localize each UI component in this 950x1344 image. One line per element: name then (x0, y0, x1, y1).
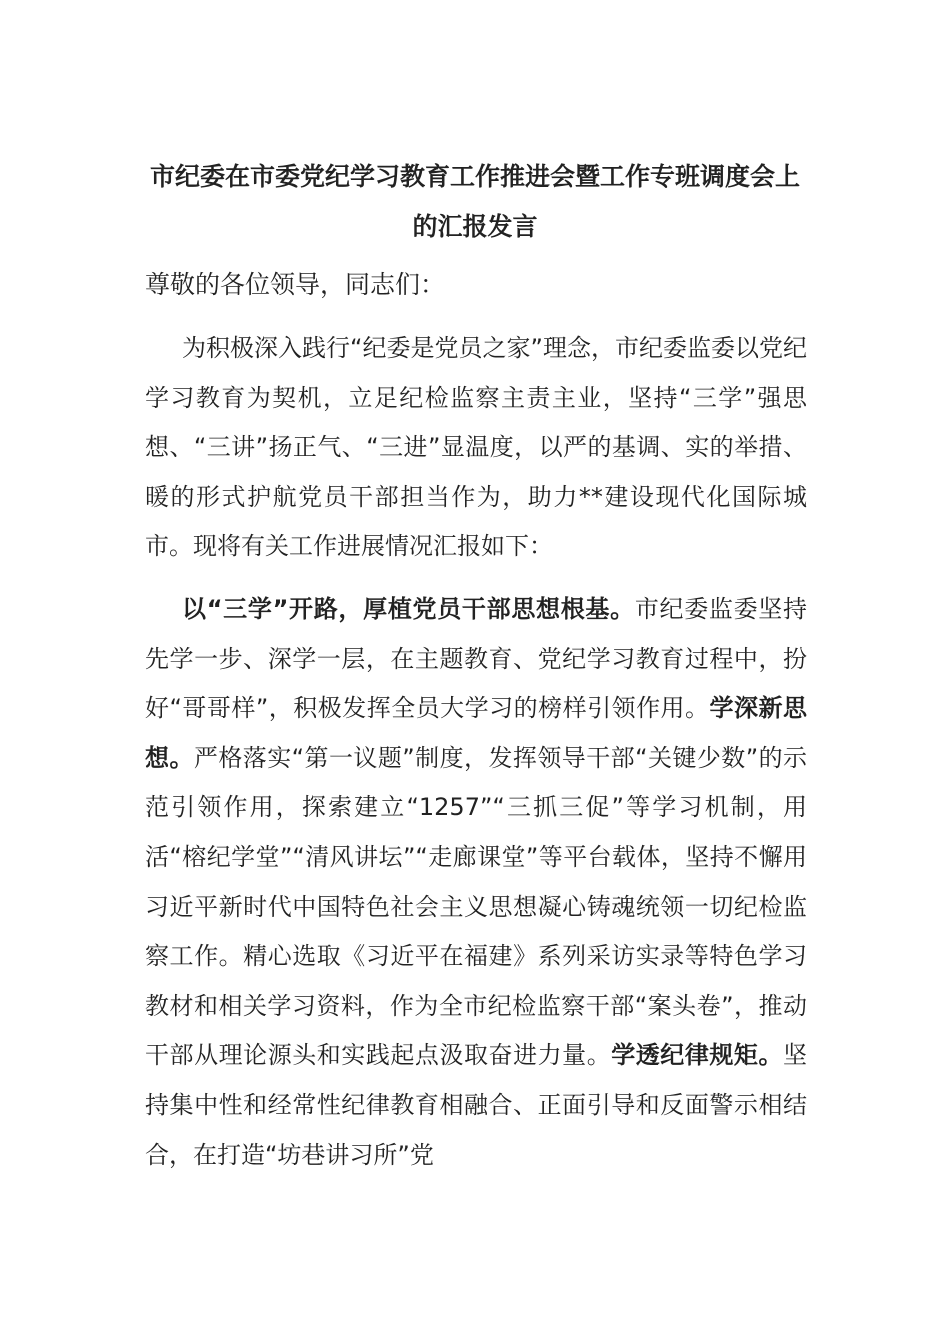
section-intro-text: 市纪委监委坚持先学一步、深学一层，在主题教育、党纪学习教育过程中，扮好“哥哥样”，积极发挥全员大学习的榜样引领作用。 (145, 595, 808, 723)
subsection-text-xue-tou: 坚持集中性和经常性纪律教育相融合、正面引导和反面警示相结合，在打造“坊巷讲习所”党 (145, 1041, 808, 1169)
subsection-text-xue-shen: 严格落实“第一议题”制度，发挥领导干部“关键少数”的示范引领作用，探索建立“1257”“三抓三促”等学习机制，用活“榕纪学堂”“清风讲坛”“走廊课堂”等平台载体，坚持不懈用习近平新时代中国特色社会主义思想凝心铸魂统领一切纪检监察工作。精心选取《习近平在福建》系列采访实录等特色学习教材和相关学习资料，作为全市纪检监察干部“案头卷”，推动干部从理论源头和实践起点汲取奋进力量。 (145, 743, 808, 1070)
paragraph-intro: 为积极深入践行“纪委是党员之家”理念，市纪委监委以党纪学习教育为契机，立足纪检监察主责主业，坚持“三学”强思想、“三讲”扬正气、“三进”显温度，以严的基调、实的举措、暖的形式护航党员干部担当作为，助力**建设现代化国际城市。现将有关工作进展情况汇报如下： (145, 334, 807, 561)
salutation: 尊敬的各位领导，同志们： (145, 270, 446, 299)
paragraph-san-xue (145, 585, 807, 1180)
section-heading: 以“三学”开路，厚植党员干部思想根基。 (182, 595, 635, 623)
subsection-heading-xue-shen: 学深新思想。 (145, 694, 808, 772)
subsection-heading-xue-tou: 学透纪律规矩。 (611, 1041, 784, 1070)
document-title: 市纪委在市委党纪学习教育工作推进会暨工作专班调度会上的汇报发言 (149, 162, 800, 241)
